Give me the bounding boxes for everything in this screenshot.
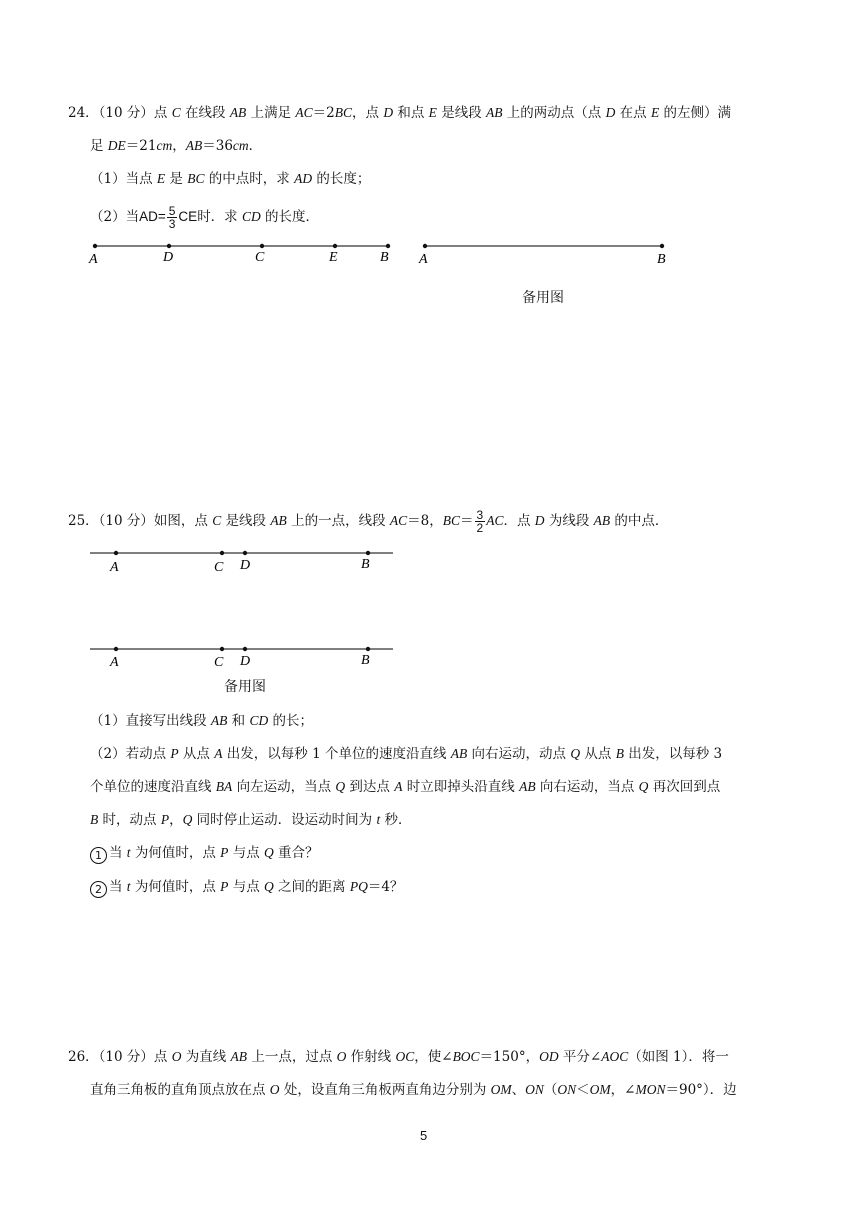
q25-part-2-line-2: 个单位的速度沿直线 BA 向左运动，当点 Q 到达点 A 时立即掉头沿直线 AB 向右运动，当点 Q 再次回到点 (90, 779, 721, 795)
q24-label-d: D (163, 250, 174, 265)
q25-spare-point-c (220, 647, 224, 651)
q25-spare-point-d (243, 647, 247, 651)
q25-spare-label-b: B (361, 653, 370, 668)
q24-line-1: 24．（10 分）点 C 在线段 AB 上满足 AC＝2BC，点 D 和点 E 是线段 AB 上的两动点（点 D 在点 E 的左侧）满 (68, 105, 731, 121)
q24-label-e: E (329, 250, 338, 265)
q25-part-2-line-1: （2）若动点 P 从点 A 出发，以每秒 1 个单位的速度沿直线 AB 向右运动，动点 Q 从点 B 出发，以每秒 3 (90, 746, 723, 762)
page-number: 5 (420, 1128, 428, 1143)
q25-point-b (366, 551, 370, 555)
q24-part-1: （1）当点 E 是 BC 的中点时，求 AD 的长度； (90, 171, 371, 187)
q25-spare-label-d: D (240, 654, 251, 669)
q25-spare-point-b (366, 647, 370, 651)
q26-line-1: 26．（10 分）点 O 为直线 AB 上一点，过点 O 作射线 OC，使∠BOC＝150°，OD 平分∠AOC（如图 1）．将一 (68, 1049, 729, 1065)
fraction-five-thirds: $\frac{5}{3}$ (168, 204, 176, 231)
q24-point-a (93, 244, 97, 248)
q25-point-a (114, 551, 118, 555)
q24-spare-point-b (660, 244, 664, 248)
q25-figure-main (90, 551, 393, 575)
q25-label-c: C (214, 560, 224, 575)
q24-point-e (333, 244, 337, 248)
q25-point-d (243, 551, 247, 555)
q24-label-b: B (380, 250, 389, 265)
q26-line-2: 直角三角板的直角顶点放在点 O 处，设直角三角板两直角边分别为 OM、ON（ON＜OM，∠MON＝90°）．边 (90, 1082, 737, 1098)
q25-spare-label-a: A (110, 655, 119, 670)
q25-point-c (220, 551, 224, 555)
q25-subpart-1: 1 当 t 为何值时，点 P 与点 Q 重合？ (90, 843, 319, 864)
q25-part-1: （1）直接写出线段 AB 和 CD 的长； (90, 713, 314, 729)
fraction-three-halves: $\frac{3}{2}$ (476, 508, 484, 535)
q25-spare-point-a (114, 647, 118, 651)
q25-figure-spare (90, 647, 393, 670)
q24-spare-point-a (423, 244, 427, 248)
q24-label-a: A (89, 252, 98, 267)
q24-spare-label-a: A (419, 252, 428, 267)
q25-part-2-line-3: B 时，动点 P，Q 同时停止运动．设运动时间为 t 秒． (90, 812, 412, 828)
q25-spare-label-c: C (214, 655, 224, 670)
q24-point-d (167, 244, 171, 248)
q25-line-1: 25．（10 分）如图，点 C 是线段 AB 上的一点，线段 AC＝8，BC＝ $\frac{3}{2}$ AC．点 D 为线段 AB 的中点． (68, 508, 669, 535)
q24-label-c: C (255, 250, 265, 265)
q25-spare-caption: 备用图 (224, 679, 266, 695)
q24-point-c (260, 244, 264, 248)
q24-figure-spare (418, 244, 666, 267)
q24-part-2: （2）当AD= $\frac{5}{3}$ CE时．求 CD 的长度． (90, 204, 320, 231)
circled-number-1: 1 (90, 847, 107, 864)
q25-label-d: D (240, 558, 251, 573)
q25-label-a: A (110, 560, 119, 575)
q25-label-b: B (361, 557, 370, 572)
q24-spare-caption: 备用图 (522, 290, 564, 306)
q24-line-2: 足 DE＝21cm，AB＝36cm． (90, 138, 263, 154)
circled-number-2: 2 (90, 881, 107, 898)
q24-point-b (386, 244, 390, 248)
q25-subpart-2: 2 当 t 为何值时，点 P 与点 Q 之间的距离 PQ＝4？ (90, 877, 403, 898)
q24-spare-label-b: B (657, 252, 666, 267)
q24-figure-main (88, 244, 390, 267)
